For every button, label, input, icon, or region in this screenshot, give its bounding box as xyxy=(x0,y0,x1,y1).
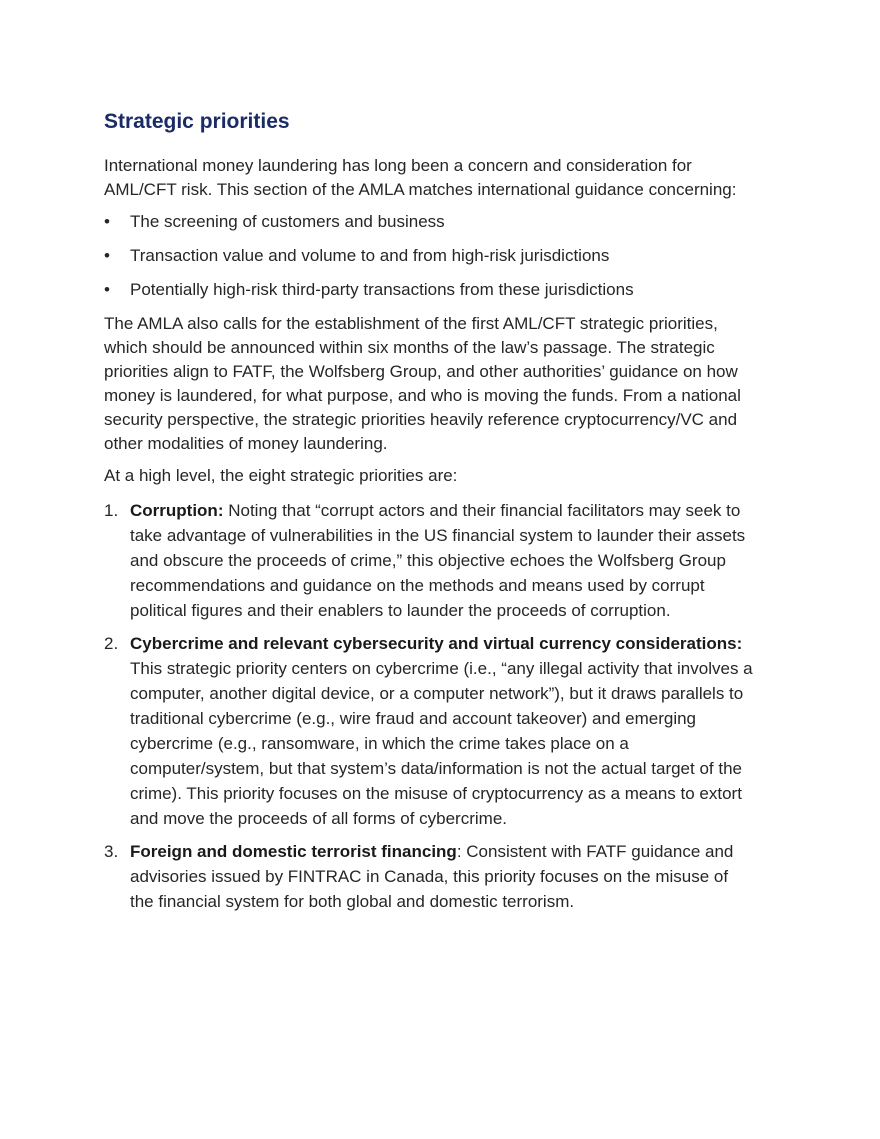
priority-title: Foreign and domestic terrorist financing xyxy=(130,842,457,861)
bullet-item xyxy=(104,278,754,302)
priority-text: This strategic priority centers on cybercrime (i.e., “any illegal activity that involves a computer, another digital device, or a computer network”), but it draws parallels to traditional cybercrime (e.g., wire fraud and account takeover) and emerging cybercrime (e.g., ransomware, in which the crime takes place on a computer/system, but that system’s data/information is not the actual target of the crime). This priority focuses on the misuse of cryptocurrency as a means to extort and move the proceeds of all forms of cybercrime. xyxy=(130,659,753,828)
bullet-text: Potentially high-risk third-party transactions from these jurisdictions xyxy=(130,280,634,299)
bullet-text: The screening of customers and business xyxy=(130,212,445,231)
priority-number: 1. xyxy=(104,501,119,520)
bullet-marker: • xyxy=(104,212,110,231)
bullet-item xyxy=(104,210,754,234)
document-page xyxy=(104,108,754,922)
priorities-list xyxy=(104,498,754,914)
priorities-intro: At a high level, the eight strategic priorities are: xyxy=(104,466,458,485)
section-heading: Strategic priorities xyxy=(104,110,290,133)
priority-number: 2. xyxy=(104,634,119,653)
bullet-marker: • xyxy=(104,246,110,265)
priority-text: Noting that “corrupt actors and their financial facilitators may seek to take advantage of vulnerabilities in the US financial system to launder their assets and obscure the proceeds of crime,” this objective echoes the Wolfsberg Group recommendations and guidance on the methods and means used by corrupt political figures and their enablers to launder the proceeds of corruption. xyxy=(130,501,746,620)
priority-title: Corruption: xyxy=(130,501,224,520)
priority-item xyxy=(104,839,754,914)
priority-item xyxy=(104,498,754,623)
bullet-list xyxy=(104,210,754,302)
priority-number: 3. xyxy=(104,842,119,861)
priority-item xyxy=(104,631,754,831)
bullet-item xyxy=(104,244,754,268)
amla-paragraph: The AMLA also calls for the establishment of the first AML/CFT strategic priorities, which should be announced within six months of the law’s passage. The strategic priorities align to FATF, the Wolfsberg Group, and other authorities’ guidance on how money is laundered, for what purpose, and who is moving the funds. From a national security perspective, the strategic priorities heavily reference cryptocurrency/VC and other modalities of money laundering. xyxy=(104,314,741,453)
intro-paragraph: International money laundering has long been a concern and consideration for AML/CFT risk. This section of the AMLA matches international guidance concerning: xyxy=(104,156,737,199)
priority-title: Cybercrime and relevant cybersecurity and virtual currency considerations: xyxy=(130,634,743,653)
bullet-text: Transaction value and volume to and from high-risk jurisdictions xyxy=(130,246,610,265)
bullet-marker: • xyxy=(104,280,110,299)
priority-text: : Consistent with FATF guidance and advisories issued by FINTRAC in Canada, this priority focuses on the misuse of the financial system for both global and domestic terrorism. xyxy=(130,842,734,911)
